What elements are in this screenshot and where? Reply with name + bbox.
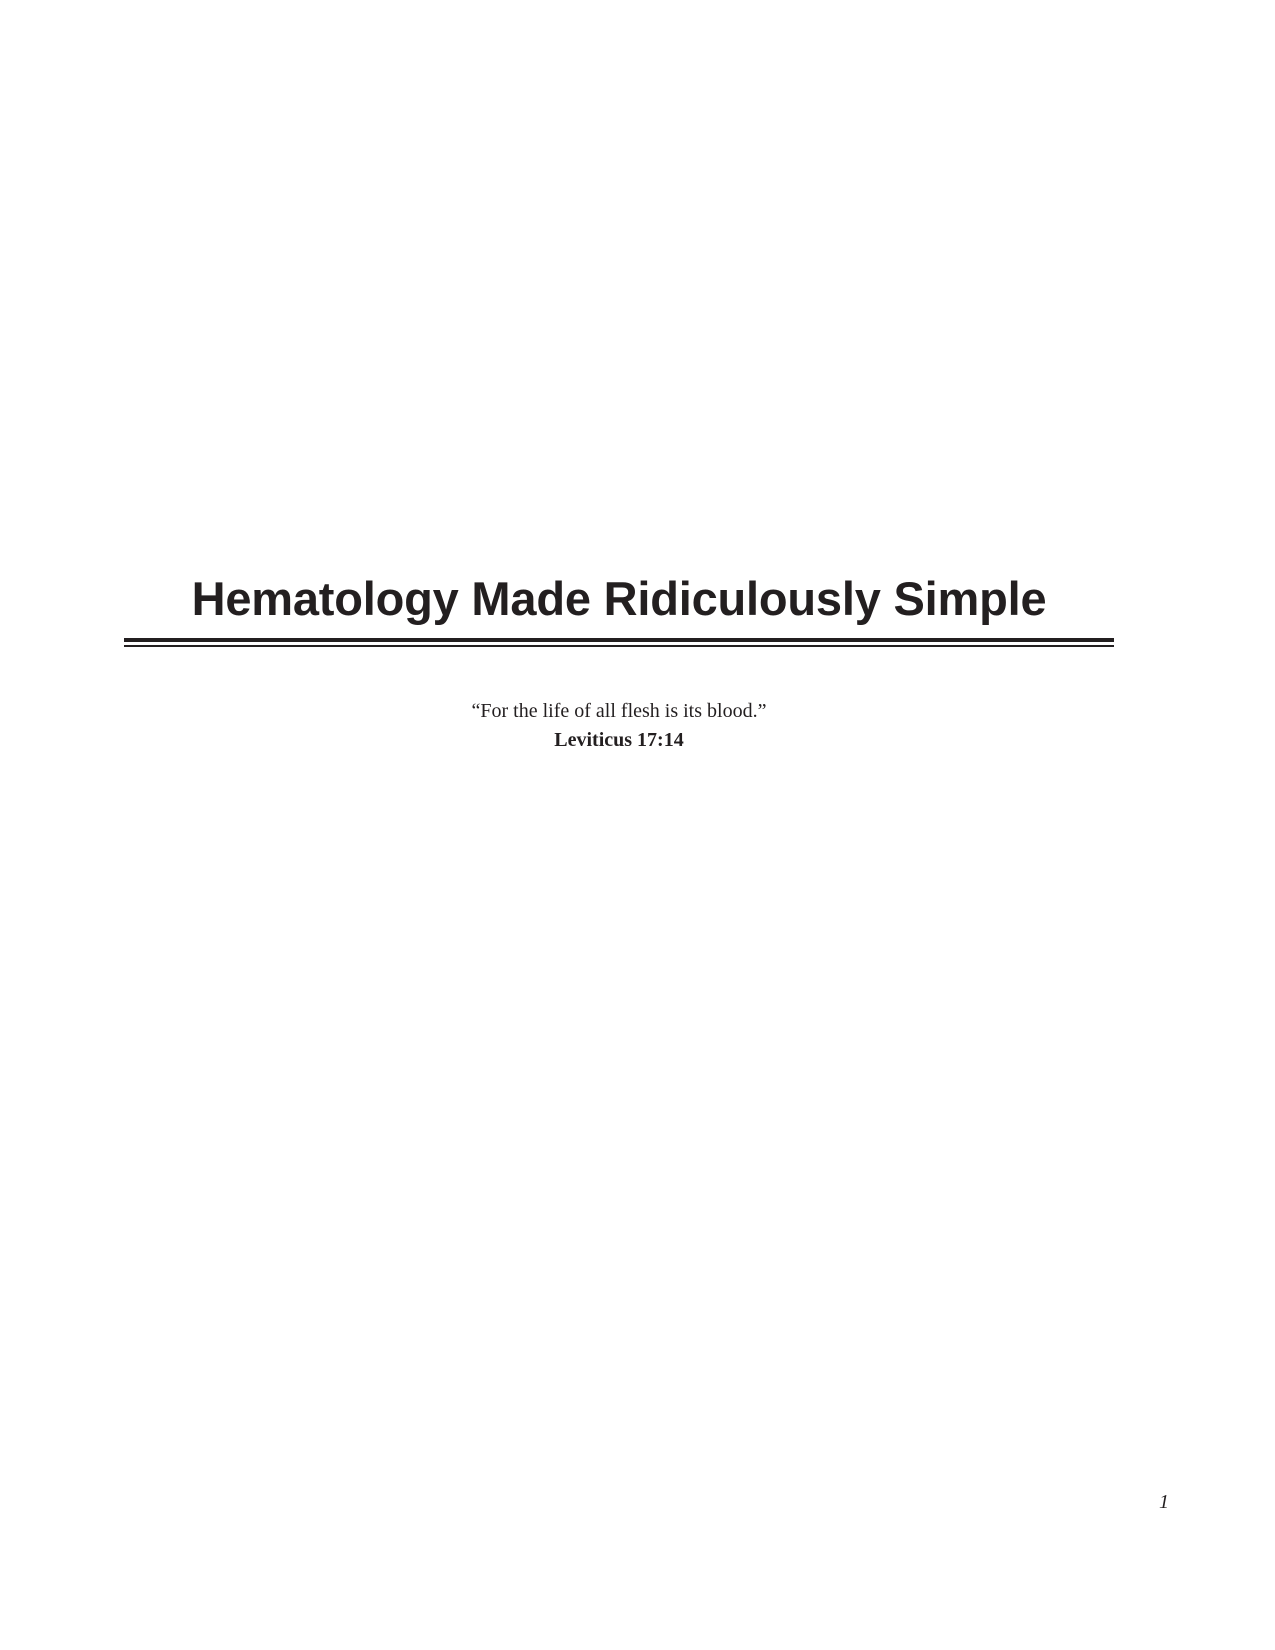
page-title: Hematology Made Ridiculously Simple [191,572,1047,625]
epigraph-block [124,698,1114,754]
title-block [124,572,1114,647]
epigraph-quote: “For the life of all flesh is its blood.” [471,700,767,722]
epigraph-source: Leviticus 17:14 [554,729,684,751]
title-rule-thin [124,645,1114,647]
title-rule-thick [124,638,1114,642]
page-number: 1 [1159,1491,1169,1513]
